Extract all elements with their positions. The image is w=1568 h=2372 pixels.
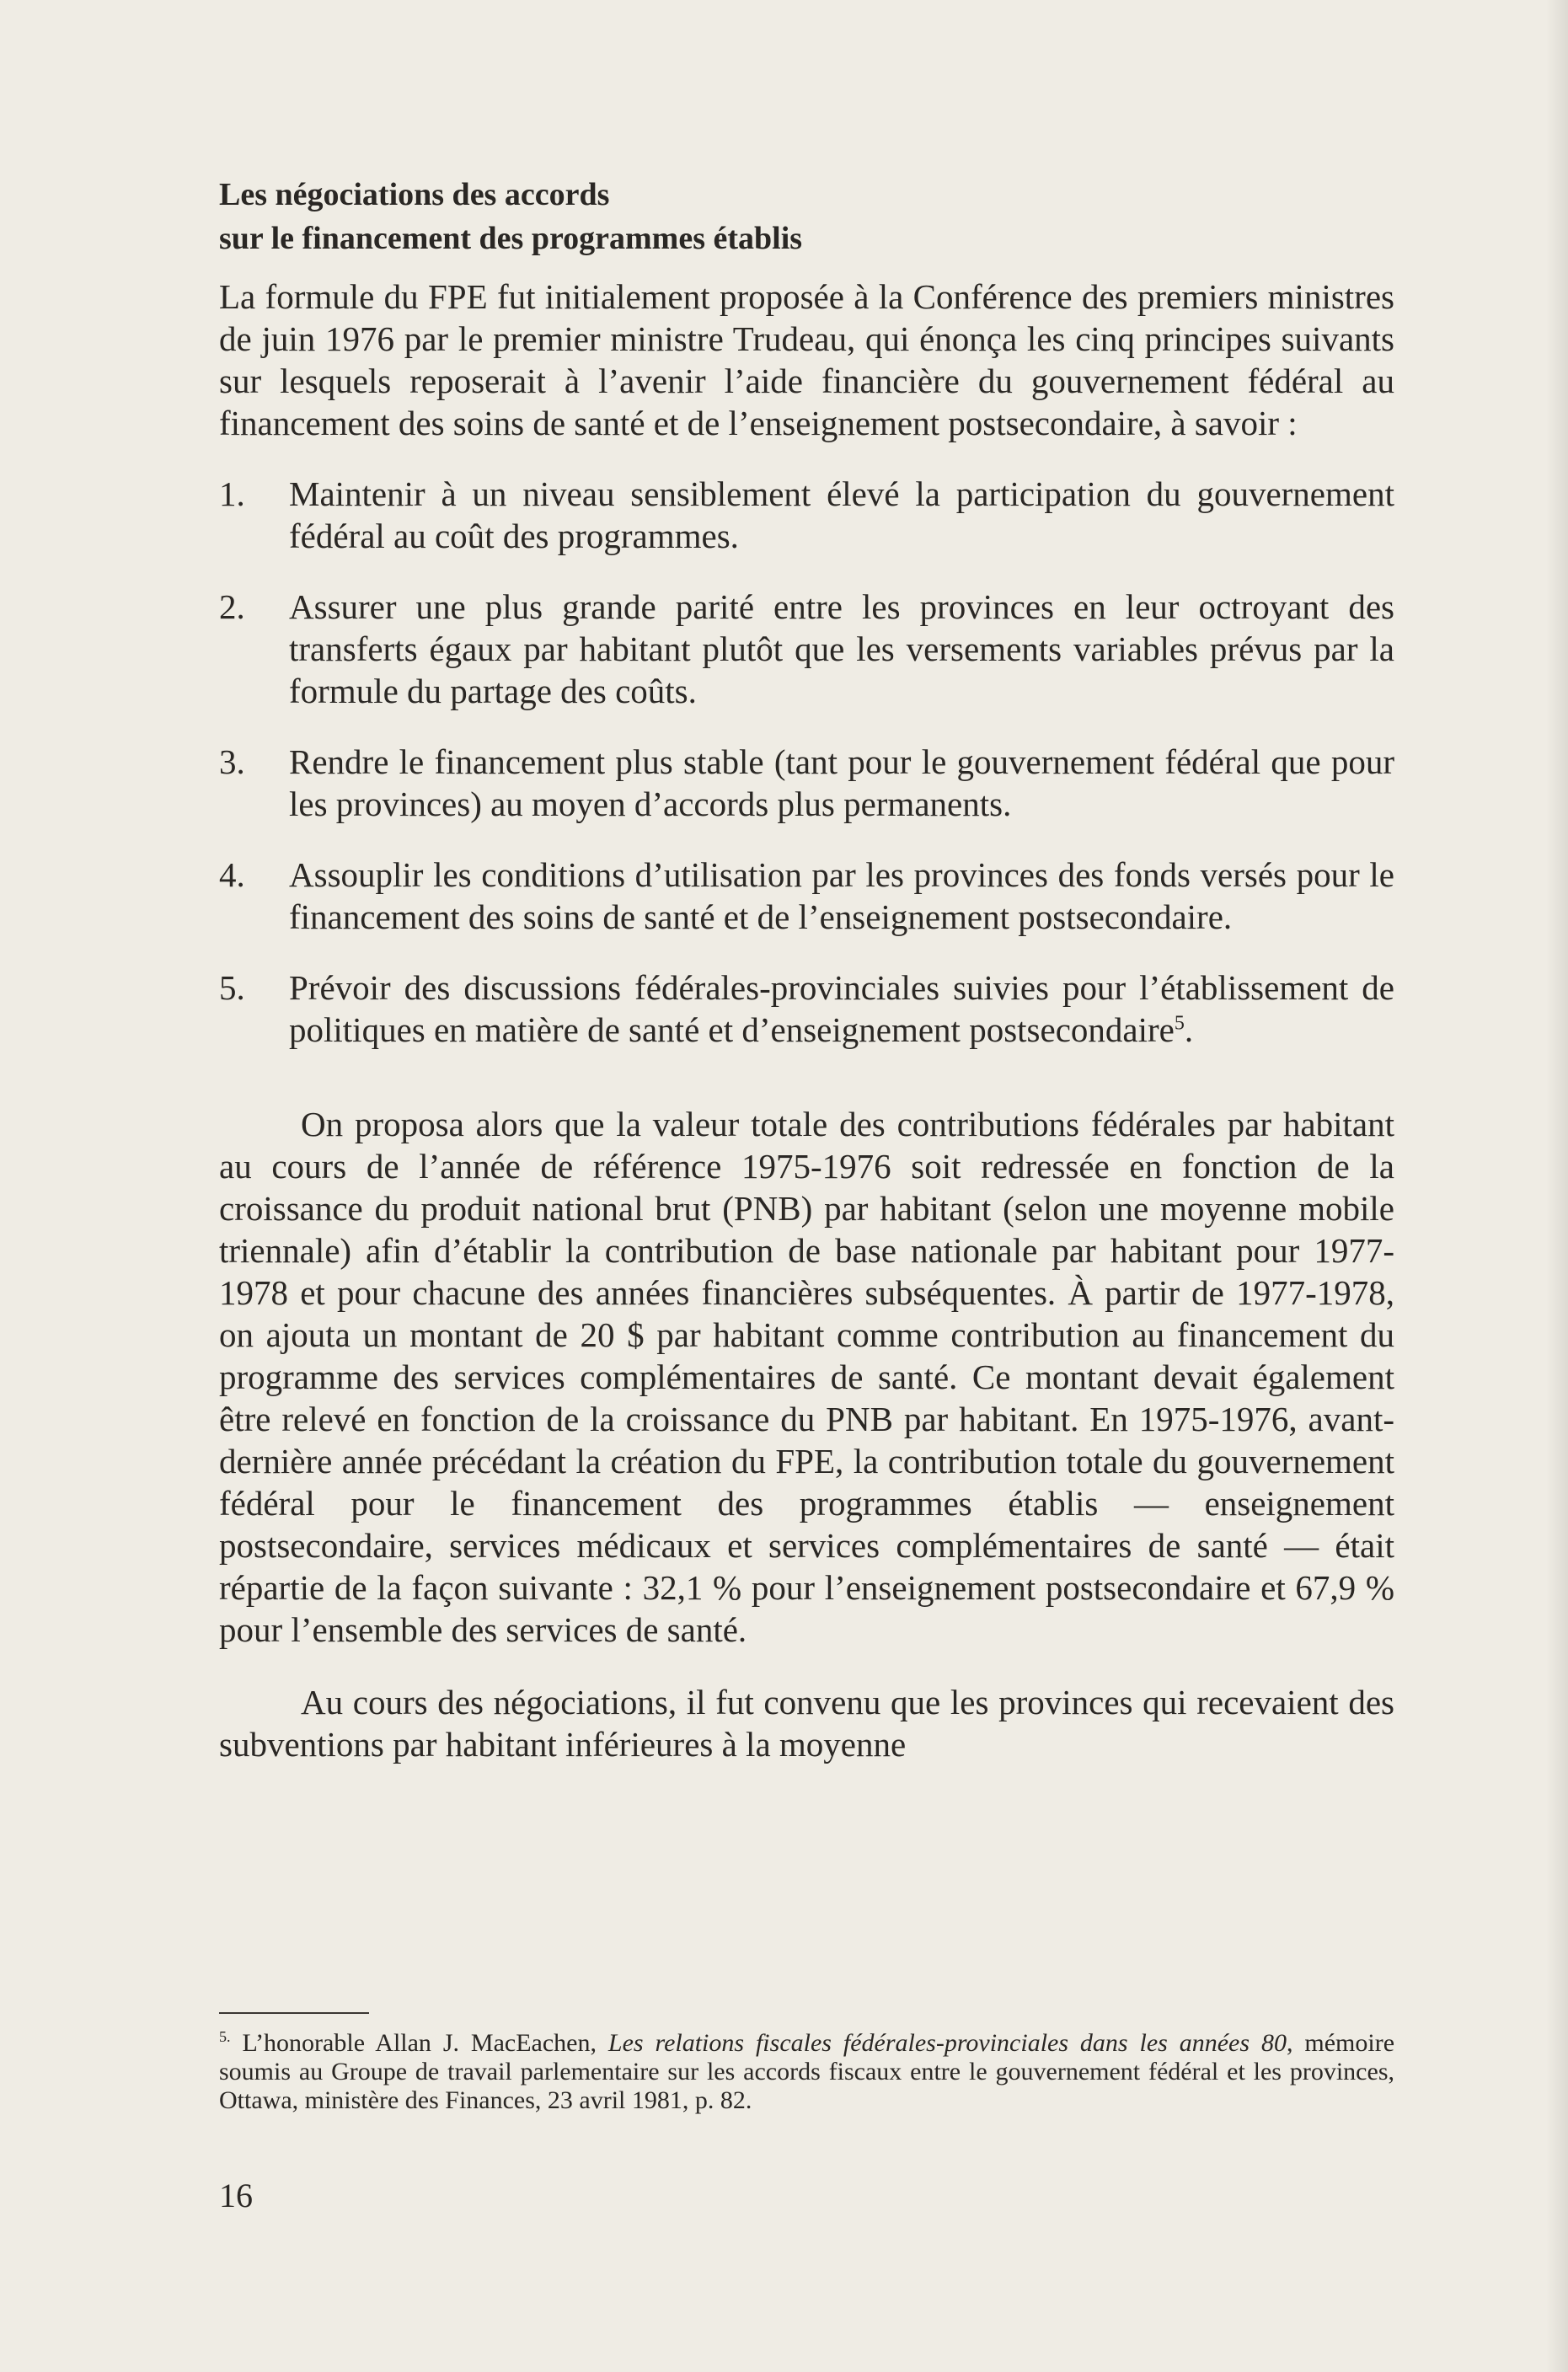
list-item (219, 473, 1394, 557)
item-number: 5. (219, 968, 245, 1007)
page-number: 16 (219, 2177, 253, 2214)
item-text: Maintenir à un niveau sensiblement élevé la participation du gouvernement fédéral au coût des programmes. (289, 474, 1394, 555)
footnote (219, 2022, 1394, 2115)
principles-list (219, 473, 1394, 1051)
footnote-details: , mémoire soumis au Groupe de travail parlementaire sur les accords fiscaux entre le gouvernement fédéral et les provinces, Ottawa, ministère des Finances, 23 avril 1981, p. 82. (219, 2029, 1395, 2114)
item-text (289, 966, 1394, 1051)
list-item (219, 741, 1394, 825)
footnote-divider (219, 2012, 369, 2014)
item-text: Assurer une plus grande parité entre les provinces en leur octroyant des transferts égaux par habitant plutôt que les versements variables prévus par la formule du partage des coûts. (289, 587, 1394, 710)
section-heading (219, 173, 1394, 260)
item-number: 1. (219, 474, 245, 513)
list-item (219, 586, 1394, 712)
item-text-body: Prévoir des discussions fédérales-provinciales suivies pour l’établissement de politiques en matière de santé et d’enseignement postsecondaire (289, 968, 1394, 1049)
page-body (219, 173, 1394, 1782)
item-number: 4. (219, 855, 245, 894)
list-item (219, 966, 1394, 1051)
item-text-end: . (1184, 1010, 1194, 1049)
item-number: 3. (219, 742, 245, 781)
item-text: Rendre le financement plus stable (tant pour le gouvernement fédéral que pour les provinces) au moyen d’accords plus permanents. (289, 742, 1394, 823)
heading-line-1: Les négociations des accords (219, 177, 610, 212)
footnote-mark: 5. (219, 2028, 231, 2045)
footnote-reference: 5 (1174, 1012, 1185, 1035)
intro-paragraph: La formule du FPE fut initialement proposée à la Conférence des premiers ministres de juin 1976 par le premier ministre Trudeau, qui énonça les cinq principes suivants sur lesquels reposerait à l’avenir l’aide financière du gouvernement fédéral au financement des soins de santé et de l’enseignement postsecondaire, à savoir : (219, 277, 1394, 442)
item-text: Assouplir les conditions d’utilisation par les provinces des fonds versés pour le financement des soins de santé et de l’enseignement postsecondaire. (289, 855, 1394, 936)
heading-line-2: sur le financement des programmes établis (219, 221, 803, 256)
body-paragraph-2: On proposa alors que la valeur totale des contributions fédérales par habitant au cours de l’année de référence 1975-1976 soit redressée en fonction de la croissance du produit national brut (PNB) par habitant (selon une moyenne mobile triennale) afin d’établir la contribution de base nationale par habitant pour 1977-1978 et pour chacune des années financières subséquentes. À partir de 1977-1978, on ajouta un montant de 20 $ par habitant comme contribution au financement du programme des services complémentaires de santé. Ce montant devait également être relevé en fonction de la croissance du PNB par habitant. En 1975-1976, avant-dernière année précédant la création du FPE, la contribution totale du gouvernement fédéral pour le financement des programmes établis — enseignement postsecondaire, services médicaux et services complémentaires de santé — était répartie de la façon suivante : 32,1 % pour l’enseignement postsecondaire et 67,9 % pour l’ensemble des services de santé. (219, 1105, 1394, 1649)
list-item (219, 854, 1394, 938)
item-number: 2. (219, 587, 245, 626)
body-paragraph-3: Au cours des négociations, il fut convenu que les provinces qui recevaient des subventions par habitant inférieures à la moyenne (219, 1683, 1394, 1764)
footnote-author: L’honorable Allan J. MacEachen, (242, 2029, 597, 2057)
footnote-title: Les relations fiscales fédérales-provinciales dans les années 80 (607, 2029, 1287, 2057)
page-edge-shadow (1546, 0, 1568, 2372)
